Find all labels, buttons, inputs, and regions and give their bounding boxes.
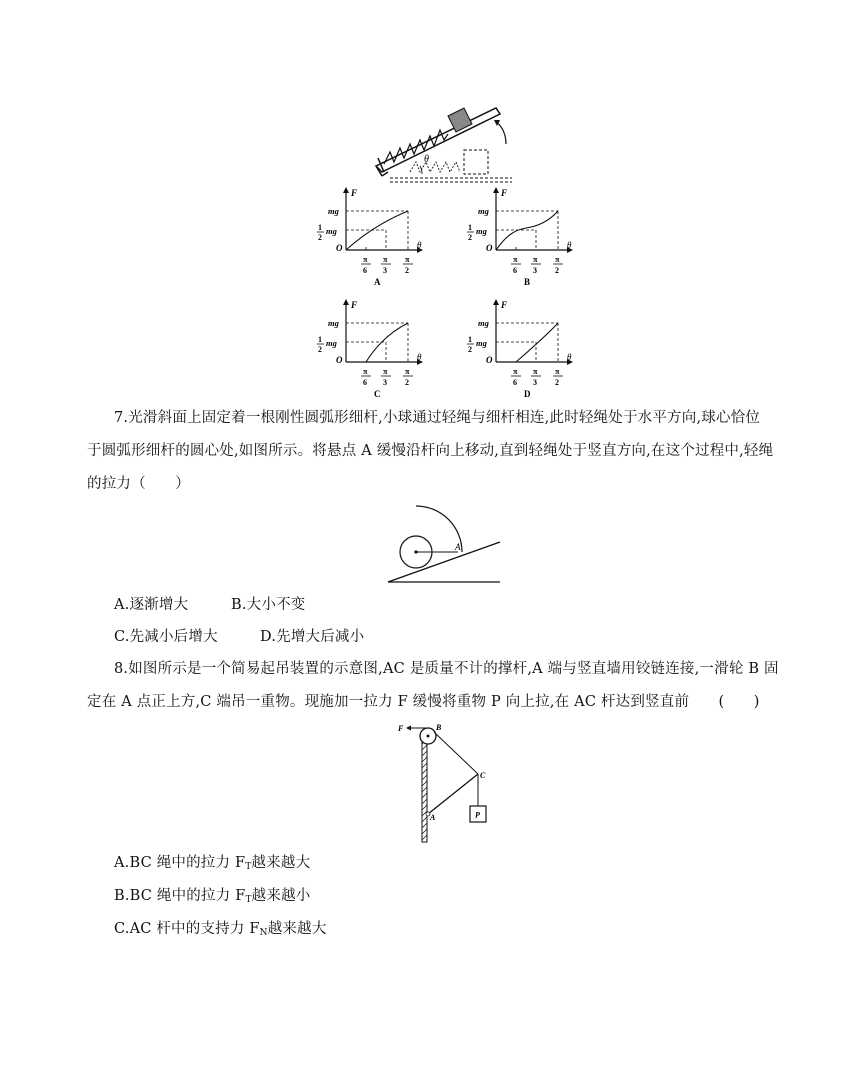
curve-c (366, 323, 408, 362)
svg-text:6: 6 (363, 266, 367, 275)
curve-a (346, 211, 408, 250)
svg-text:O: O (336, 243, 343, 253)
svg-text:6: 6 (513, 266, 517, 275)
q7-option-a: A.逐渐增大 (114, 597, 189, 613)
graph-label-b: B (524, 277, 531, 287)
svg-text:π: π (383, 255, 388, 264)
q8-text-line-2: 定在 A 点正上方,C 端吊一重物。现施加一拉力 F 缓慢将重物 P 向上拉,在 AC 杆达到竖直前 ( ) (87, 694, 760, 710)
q8-option-b: B.BC 绳中的拉力 $F_T$越来越小 (114, 888, 311, 905)
svg-text:O: O (486, 355, 493, 365)
svg-text:mg: mg (476, 338, 487, 348)
q8-text-line-1: 8.如图所示是一个简易起吊装置的示意图,AC 是质量不计的撑杆,A 端与竖直墙用铰链连接,一滑轮 B 固 (114, 661, 779, 677)
svg-text:mg: mg (326, 338, 337, 348)
theta-label: θ (424, 154, 429, 165)
svg-text:π: π (533, 255, 538, 264)
q7-option-b: B.大小不变 (231, 597, 306, 613)
svg-text:3: 3 (533, 266, 537, 275)
svg-text:π: π (363, 367, 368, 376)
q8-figure (396, 718, 500, 844)
svg-text:θ: θ (417, 352, 422, 362)
q7-text-line-2: 于圆弧形细杆的圆心处,如图所示。将悬点 A 缓慢沿杆向上移动,直到轻绳处于竖直方向,在这个过程中,轻绳 (87, 443, 774, 459)
svg-text:π: π (405, 367, 410, 376)
graph-c (316, 296, 426, 400)
svg-text:mg: mg (478, 206, 489, 216)
graph-b (466, 184, 576, 288)
graph-label-a: A (374, 277, 381, 287)
svg-text:π: π (405, 255, 410, 264)
svg-text:P: P (475, 810, 480, 820)
q7-text-line-3: 的拉力（ ） (87, 476, 190, 492)
svg-text:π: π (555, 255, 560, 264)
svg-text:1: 1 (468, 335, 472, 344)
svg-text:θ: θ (567, 352, 572, 362)
svg-text:F: F (351, 300, 358, 310)
curve-b (496, 211, 558, 250)
svg-text:O: O (336, 355, 343, 365)
svg-text:6: 6 (363, 378, 367, 387)
rotation-arrow (496, 122, 506, 144)
svg-text:2: 2 (468, 345, 472, 354)
graph-label-c: C (374, 389, 381, 399)
svg-text:π: π (513, 367, 518, 376)
svg-text:1: 1 (318, 223, 322, 232)
svg-text:C: C (480, 771, 486, 780)
svg-text:mg: mg (476, 226, 487, 236)
svg-text:2: 2 (555, 266, 559, 275)
svg-text:2: 2 (405, 378, 409, 387)
svg-text:O: O (486, 243, 493, 253)
svg-text:F: F (501, 188, 508, 198)
svg-text:mg: mg (328, 206, 339, 216)
svg-text:mg: mg (328, 318, 339, 328)
curve-d (516, 323, 558, 362)
svg-text:θ: θ (567, 240, 572, 250)
svg-text:2: 2 (555, 378, 559, 387)
graph-a (316, 184, 426, 288)
q7-figure (384, 500, 504, 586)
q7-option-d: D.先增大后减小 (260, 629, 365, 645)
svg-text:1: 1 (318, 335, 322, 344)
point-a-label: A (455, 542, 461, 552)
svg-text:π: π (533, 367, 538, 376)
svg-text:θ: θ (417, 240, 422, 250)
plank (376, 108, 500, 172)
graph-label-d: D (524, 389, 531, 399)
svg-text:6: 6 (513, 378, 517, 387)
svg-text:3: 3 (383, 378, 387, 387)
svg-text:F: F (351, 188, 358, 198)
svg-text:2: 2 (318, 233, 322, 242)
svg-text:A: A (430, 813, 436, 822)
q8-option-c: C.AC 杆中的支持力 $F_N$越来越大 (114, 921, 327, 938)
svg-text:π: π (363, 255, 368, 264)
q7-option-c: C.先减小后增大 (114, 629, 218, 645)
svg-text:3: 3 (533, 378, 537, 387)
svg-text:π: π (513, 255, 518, 264)
svg-text:2: 2 (318, 345, 322, 354)
svg-text:B: B (436, 723, 442, 732)
svg-text:1: 1 (468, 223, 472, 232)
svg-text:2: 2 (468, 233, 472, 242)
rope-bc (434, 732, 478, 774)
svg-text:mg: mg (478, 318, 489, 328)
q8-option-a: A.BC 绳中的拉力 $F_T$越来越大 (114, 855, 311, 872)
spring-plank-figure (370, 100, 520, 186)
svg-text:π: π (383, 367, 388, 376)
svg-text:mg: mg (326, 226, 337, 236)
svg-text:2: 2 (405, 266, 409, 275)
svg-text:F: F (398, 724, 404, 733)
svg-text:3: 3 (383, 266, 387, 275)
svg-text:π: π (555, 367, 560, 376)
svg-text:F: F (501, 300, 508, 310)
q7-text-line-1: 7.光滑斜面上固定着一根刚性圆弧形细杆,小球通过轻绳与细杆相连,此时轻绳处于水平方向,球心恰位 (114, 410, 761, 426)
graph-d (466, 296, 576, 400)
